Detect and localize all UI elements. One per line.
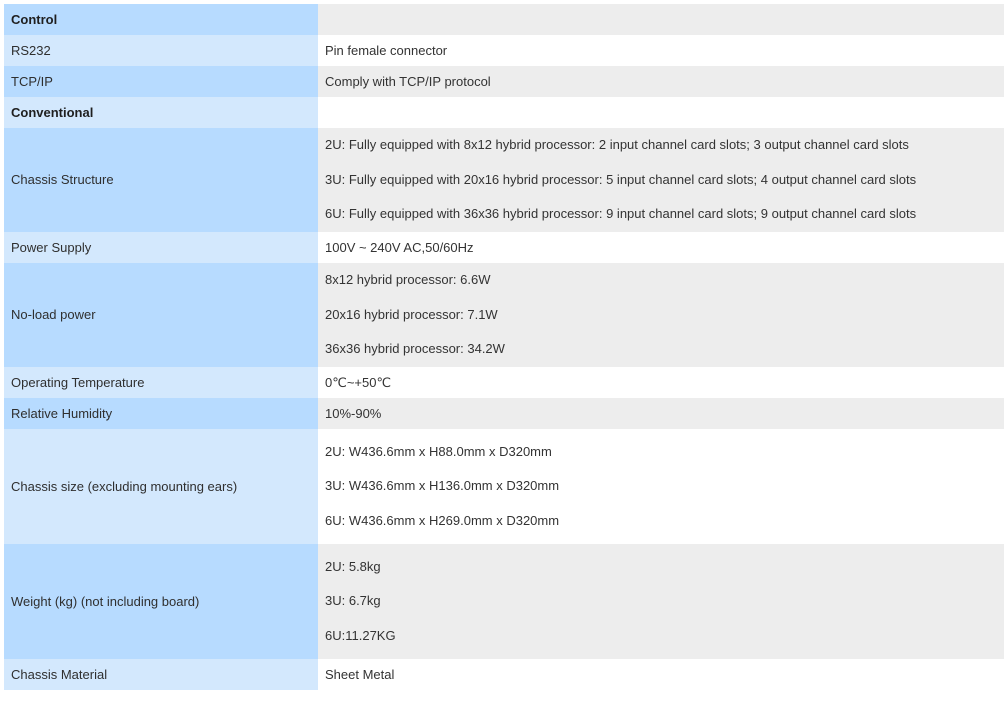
spec-row-no-load-power [4,263,1004,367]
spec-value-line: 2U: 5.8kg [325,558,381,574]
spec-value: Sheet Metal [318,659,1004,690]
spec-row-power-supply [4,232,1004,263]
spec-value: Pin female connector [318,35,1004,66]
spec-label: TCP/IP [4,66,318,97]
spec-value-line: 6U:11.27KG [325,627,396,643]
spec-value: 100V ~ 240V AC,50/60Hz [318,232,1004,263]
section-value-empty [318,97,1004,128]
spec-value: 0℃~+50℃ [318,367,1004,398]
section-value-empty [318,4,1004,35]
spec-label: Chassis Structure [4,128,318,232]
spec-row-weight [4,544,1004,659]
section-row-conventional [4,97,1004,128]
spec-value-line: 6U: W436.6mm x H269.0mm x D320mm [325,512,560,528]
spec-value-line: 2U: Fully equipped with 8x12 hybrid processor: 2 input channel card slots; 3 output channel card slots [325,137,909,153]
spec-label: RS232 [4,35,318,66]
spec-value-line: 3U: Fully equipped with 20x16 hybrid processor: 5 input channel card slots; 4 output channel card slots [325,171,917,187]
spec-value-list [318,429,1004,544]
spec-label: Weight (kg) (not including board) [4,544,318,659]
spec-value: Comply with TCP/IP protocol [318,66,1004,97]
spec-row-chassis-structure [4,128,1004,232]
spec-row-relative-humidity [4,398,1004,429]
spec-label: Operating Temperature [4,367,318,398]
section-label: Control [4,4,318,35]
section-row-control [4,4,1004,35]
spec-label: Power Supply [4,232,318,263]
spec-label: Chassis size (excluding mounting ears) [4,429,318,544]
specifications-table [4,4,1004,690]
spec-label: No-load power [4,263,318,367]
spec-value-line: 6U: Fully equipped with 36x36 hybrid processor: 9 input channel card slots; 9 output channel card slots [325,206,917,222]
section-label: Conventional [4,97,318,128]
spec-row-chassis-material [4,659,1004,690]
spec-label: Relative Humidity [4,398,318,429]
spec-value-line: 20x16 hybrid processor: 7.1W [325,306,498,322]
spec-row-chassis-size [4,429,1004,544]
spec-row-operating-temperature [4,367,1004,398]
spec-value-line: 36x36 hybrid processor: 34.2W [325,341,505,357]
spec-row-tcpip [4,66,1004,97]
spec-value-line: 3U: 6.7kg [325,593,381,609]
spec-table-container [4,4,1004,690]
spec-value-line: 2U: W436.6mm x H88.0mm x D320mm [325,443,552,459]
spec-value-list [318,544,1004,659]
spec-value-line: 3U: W436.6mm x H136.0mm x D320mm [325,478,560,494]
spec-label: Chassis Material [4,659,318,690]
spec-value: 10%-90% [318,398,1004,429]
spec-value-line: 8x12 hybrid processor: 6.6W [325,272,491,288]
spec-value-list [318,128,1004,232]
spec-value-list [318,263,1004,367]
spec-row-rs232 [4,35,1004,66]
